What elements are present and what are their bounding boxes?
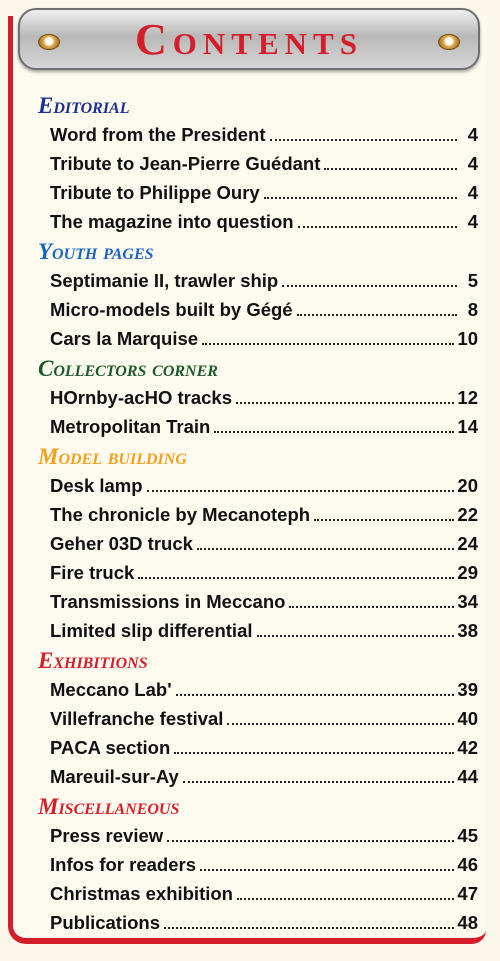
item-label: Publications — [50, 912, 160, 933]
item-page: 4 — [467, 153, 478, 174]
item-label: Christmas exhibition — [50, 883, 233, 904]
item-page: 24 — [457, 533, 478, 554]
dot-leader — [197, 548, 454, 550]
item-label: Septimanie II, trawler ship — [50, 270, 279, 291]
page-title: Contents — [135, 15, 363, 64]
section-title: Youth pages — [38, 239, 154, 264]
contents-item[interactable] — [50, 821, 478, 850]
item-label: Micro-models built by Gégé — [50, 299, 293, 320]
dot-leader — [282, 285, 457, 287]
dot-leader — [237, 898, 454, 900]
dot-leader — [174, 752, 454, 754]
section-title: Editorial — [38, 93, 130, 118]
item-label: Tribute to Philippe Oury — [50, 182, 260, 203]
item-label: Fire truck — [50, 562, 135, 583]
dot-leader — [164, 927, 454, 929]
contents-item[interactable] — [50, 704, 478, 733]
item-label: Desk lamp — [50, 475, 143, 496]
contents-item[interactable] — [50, 266, 478, 295]
item-label: Cars la Marquise — [50, 328, 199, 349]
contents-item[interactable] — [50, 207, 478, 236]
item-label: Infos for readers — [50, 854, 196, 875]
dot-leader — [297, 314, 457, 316]
contents-item[interactable] — [50, 324, 478, 353]
item-page: 8 — [467, 299, 478, 320]
contents-item[interactable] — [50, 529, 478, 558]
dot-leader — [257, 635, 455, 637]
dot-leader — [202, 343, 454, 345]
right-bolt-icon — [438, 34, 460, 50]
item-label: Word from the President — [50, 124, 266, 145]
item-page: 45 — [457, 825, 478, 846]
contents-item[interactable] — [50, 879, 478, 908]
item-page: 40 — [457, 708, 478, 729]
item-page: 47 — [457, 883, 478, 904]
item-label: Villefranche festival — [50, 708, 224, 729]
section-exhibitions — [38, 647, 478, 791]
item-page: 42 — [457, 737, 478, 758]
contents-item[interactable] — [50, 762, 478, 791]
section-youth-pages — [38, 238, 478, 353]
contents-item[interactable] — [50, 587, 478, 616]
item-page: 5 — [467, 270, 478, 291]
item-label: Tribute to Jean-Pierre Guédant — [50, 153, 321, 174]
contents-item[interactable] — [50, 500, 478, 529]
contents-item[interactable] — [50, 120, 478, 149]
item-label: The chronicle by Mecanoteph — [50, 504, 311, 525]
item-page: 34 — [457, 591, 478, 612]
contents-banner — [18, 8, 480, 70]
item-page: 4 — [467, 182, 478, 203]
dot-leader — [214, 431, 454, 433]
dot-leader — [176, 694, 455, 696]
dot-leader — [200, 869, 454, 871]
contents-item[interactable] — [50, 471, 478, 500]
item-label: Limited slip differential — [50, 620, 253, 641]
dot-leader — [227, 723, 454, 725]
contents-item[interactable] — [50, 178, 478, 207]
dot-leader — [298, 226, 457, 228]
item-page: 22 — [457, 504, 478, 525]
item-page: 14 — [457, 416, 478, 437]
item-page: 20 — [457, 475, 478, 496]
dot-leader — [236, 402, 454, 404]
contents-item[interactable] — [50, 383, 478, 412]
dot-leader — [138, 577, 454, 579]
item-page: 4 — [467, 211, 478, 232]
item-label: Press review — [50, 825, 164, 846]
section-collectors-corner — [38, 355, 478, 441]
section-miscellaneous — [38, 793, 478, 937]
contents-item[interactable] — [50, 295, 478, 324]
contents-item[interactable] — [50, 149, 478, 178]
section-title: Collectors corner — [38, 356, 218, 381]
contents-item[interactable] — [50, 558, 478, 587]
dot-leader — [324, 168, 457, 170]
dot-leader — [167, 840, 454, 842]
item-label: Mareuil-sur-Ay — [50, 766, 179, 787]
item-page: 10 — [457, 328, 478, 349]
item-label: Geher 03D truck — [50, 533, 193, 554]
item-label: Transmissions in Meccano — [50, 591, 286, 612]
item-label: PACA section — [50, 737, 171, 758]
section-title: Exhibitions — [38, 648, 148, 673]
dot-leader — [264, 197, 457, 199]
item-label: Meccano Lab' — [50, 679, 172, 700]
item-page: 4 — [467, 124, 478, 145]
section-editorial — [38, 92, 478, 236]
dot-leader — [147, 490, 455, 492]
dot-leader — [314, 519, 454, 521]
item-label: HOrnby-acHO tracks — [50, 387, 232, 408]
dot-leader — [183, 781, 455, 783]
item-label: The magazine into question — [50, 211, 294, 232]
section-title: Miscellaneous — [38, 794, 180, 819]
contents-item[interactable] — [50, 616, 478, 645]
item-label: Metropolitan Train — [50, 416, 211, 437]
item-page: 29 — [457, 562, 478, 583]
section-model-building — [38, 443, 478, 645]
item-page: 46 — [457, 854, 478, 875]
item-page: 38 — [457, 620, 478, 641]
contents-item[interactable] — [50, 733, 478, 762]
item-page: 44 — [457, 766, 478, 787]
item-page: 48 — [457, 912, 478, 933]
contents-item[interactable] — [50, 850, 478, 879]
section-title: Model building — [38, 444, 187, 469]
contents-item[interactable] — [50, 412, 478, 441]
contents-item[interactable] — [50, 908, 478, 937]
dot-leader — [270, 139, 457, 141]
contents-list — [38, 92, 478, 939]
item-page: 12 — [457, 387, 478, 408]
item-page: 39 — [457, 679, 478, 700]
dot-leader — [289, 606, 454, 608]
contents-item[interactable] — [50, 675, 478, 704]
